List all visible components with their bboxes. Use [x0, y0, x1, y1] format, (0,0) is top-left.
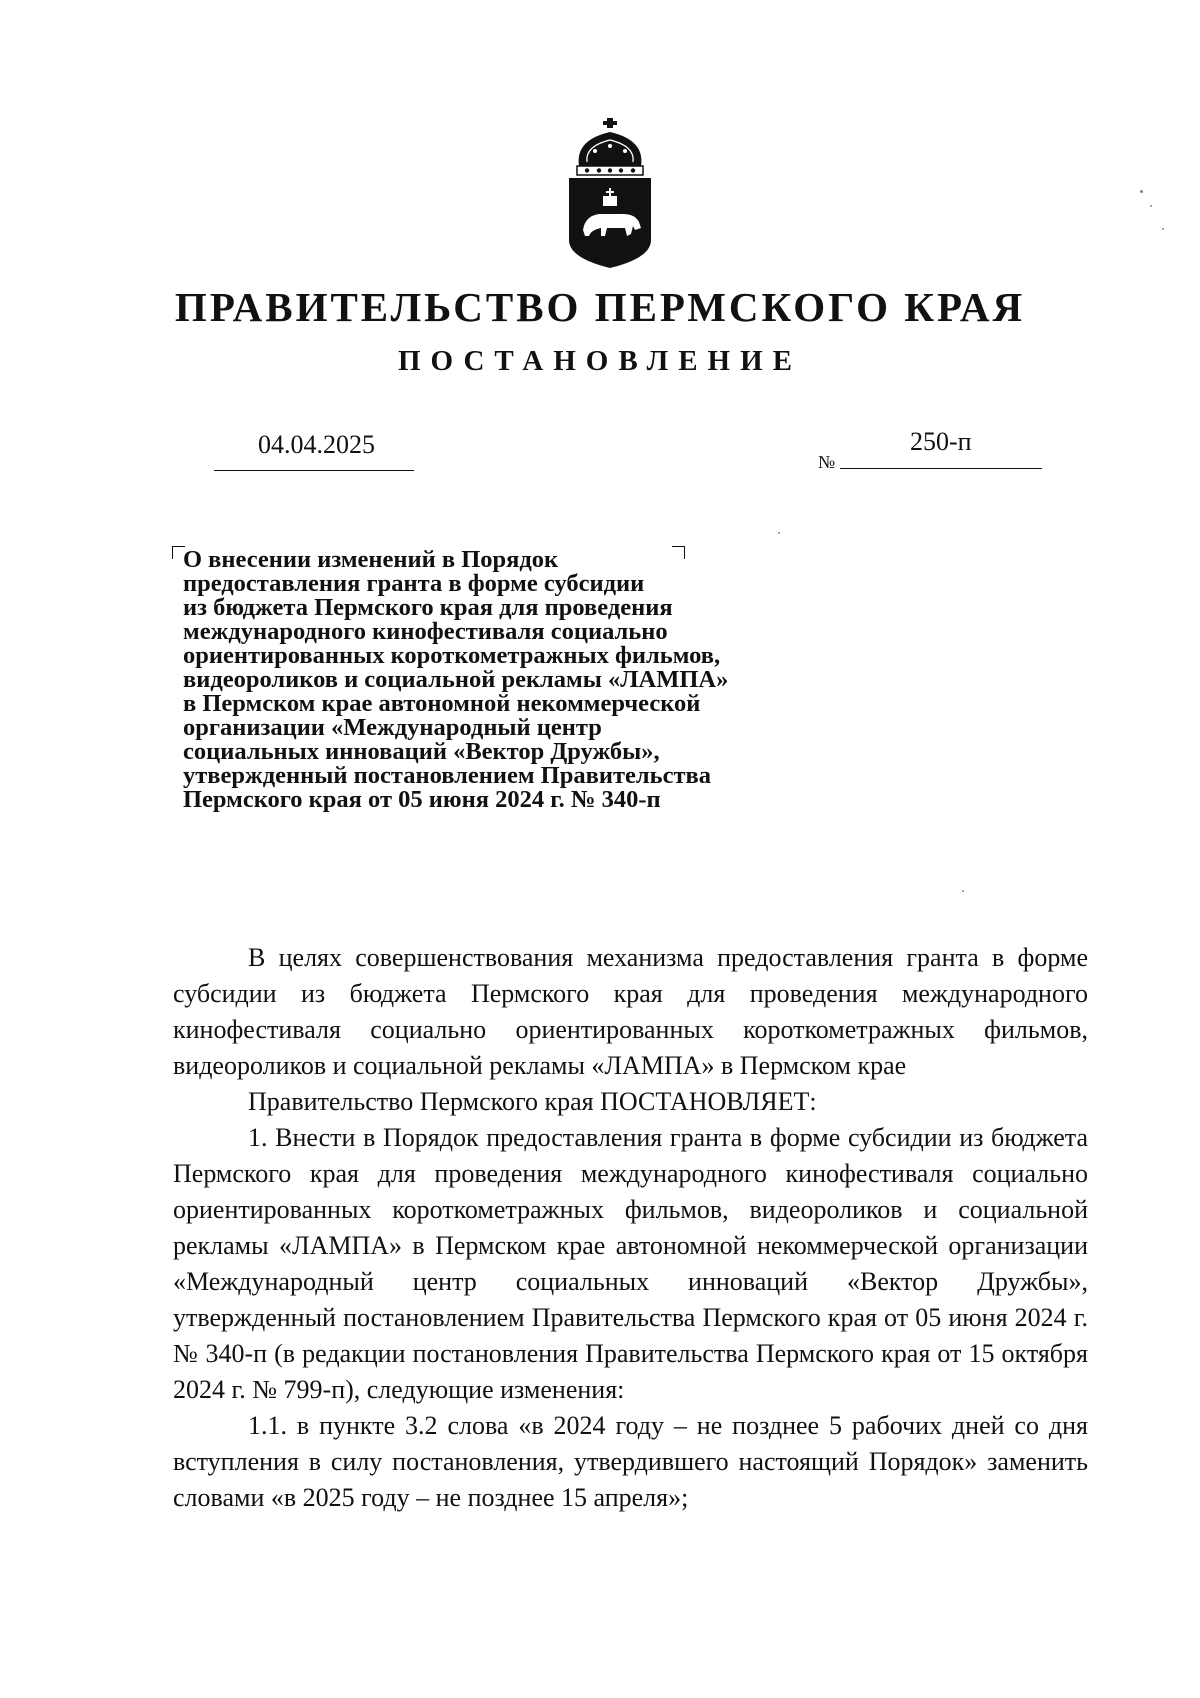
subject-line: Пермского края от 05 июня 2024 г. № 340-п: [183, 786, 661, 813]
resolution-paragraph: Правительство Пермского края ПОСТАНОВЛЯЕТ:: [248, 1087, 817, 1116]
scan-speck: [1150, 205, 1152, 207]
subject-line: О внесении изменений в Порядок: [183, 546, 559, 573]
document-body: [173, 940, 1088, 1516]
subject-line: социальных инноваций «Вектор Дружбы»,: [183, 738, 660, 765]
preamble-paragraph: В целях совершенствования механизма предоставления гранта в форме субсидии из бюджета Пермского края для проведения международного кинофестиваля социально ориентированных короткометражных фильмов, видеороликов и социальной рекламы «ЛАМПА» в Пермском крае: [173, 943, 1088, 1080]
organization-title: ПРАВИТЕЛЬСТВО ПЕРМСКОГО КРАЯ: [174, 284, 1026, 330]
scan-speck: [778, 532, 780, 534]
number-underline: [840, 468, 1042, 469]
subject-line: организации «Международный центр: [183, 714, 602, 741]
coat-of-arms-icon: [565, 118, 655, 270]
subject-line: утвержденный постановлением Правительства: [183, 762, 711, 789]
document-number: 250-п: [910, 427, 972, 456]
scan-speck: [1140, 190, 1143, 193]
subject-line: международного кинофестиваля социально: [183, 618, 668, 645]
subject-line: из бюджета Пермского края для проведения: [183, 594, 673, 621]
scan-speck: [1162, 228, 1164, 230]
scan-speck: [962, 890, 964, 892]
number-sign: №: [818, 452, 836, 472]
subject-line: ориентированных короткометражных фильмов,: [183, 642, 721, 669]
clause-1-1-paragraph: 1.1. в пункте 3.2 слова «в 2024 году – не позднее 5 рабочих дней со дня вступления в силу постановления, утвердившего настоящий Порядок» заменить словами «в 2025 году – не позднее 15 апреля»;: [173, 1411, 1088, 1512]
document-date: 04.04.2025: [258, 430, 375, 459]
document-subject: [183, 548, 843, 812]
clause-1-paragraph: 1. Внести в Порядок предоставления гранта в форме субсидии из бюджета Пермского края для проведения международного кинофестиваля социально ориентированных короткометражных фильмов, видеороликов и социальной рекламы «ЛАМПА» в Пермском крае автономной некоммерческой организации «Международный центр социальных инноваций «Вектор Дружбы», утвержденный постановлением Правительства Пермского края от 05 июня 2024 г. № 340-п (в редакции постановления Правительства Пермского края от 15 октября 2024 г. № 799-п), следующие изменения:: [173, 1123, 1088, 1404]
subject-line: предоставления гранта в форме субсидии: [183, 570, 645, 597]
subject-line: видеороликов и социальной рекламы «ЛАМПА»: [183, 666, 729, 693]
date-underline: [214, 470, 414, 471]
subject-line: в Пермском крае автономной некоммерческой: [183, 690, 701, 717]
document-type: ПОСТАНОВЛЕНИЕ: [397, 345, 802, 377]
